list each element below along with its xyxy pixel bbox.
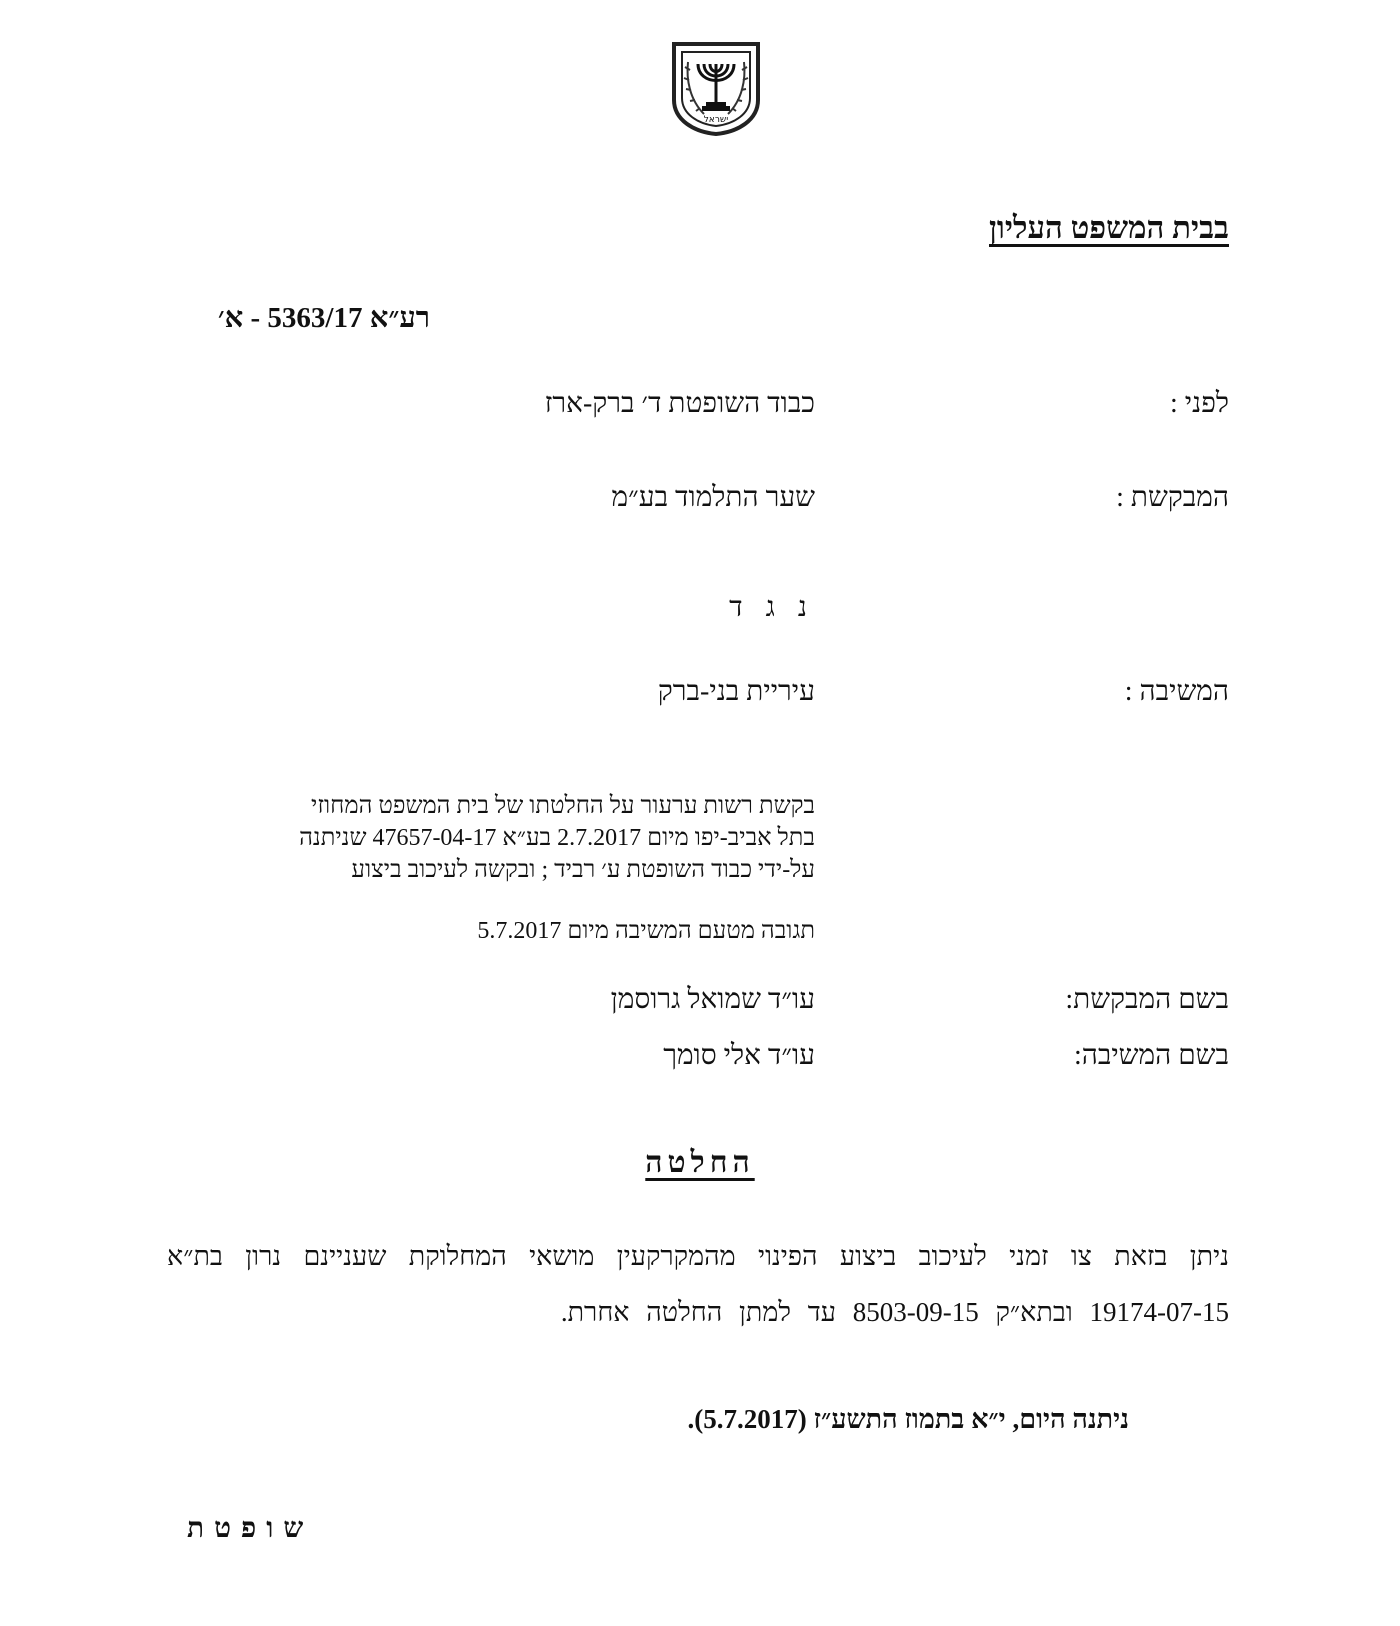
applicant-counsel-name: עו״ד שמואל גרוסמן	[610, 984, 815, 1015]
response-note: תגובה מטעם המשיבה מיום 5.7.2017	[477, 918, 815, 944]
state-of-israel-emblem-icon	[668, 40, 764, 136]
applicant-counsel-label: בשם המבקשת:	[1065, 984, 1229, 1015]
respondent-name: עיריית בני-ברק	[657, 676, 815, 707]
request-description	[165, 790, 815, 886]
case-number: רע״א 5363/17 - א׳	[217, 302, 430, 334]
state-emblem	[668, 40, 764, 136]
emblem-inscription: ישראל	[703, 115, 729, 125]
judge-signature-title: שופטת	[187, 1513, 314, 1544]
applicant-label: המבקשת :	[1116, 482, 1229, 513]
request-line: על-ידי כבוד השופטת ע׳ רביד ; ובקשה לעיכוב ביצוע	[351, 857, 815, 883]
decision-body: ניתן בזאת צו זמני לעיכוב ביצוע הפינוי מהמקרקעין מושאי המחלוקת שעניינם נרון בת״א 19174-07-15 ובתא״ק 8503-09-15 עד למתן החלטה אחרת.	[167, 1241, 1229, 1327]
applicant-name: שער התלמוד בע״מ	[611, 482, 815, 513]
court-name: בבית המשפט העליון	[989, 210, 1229, 245]
request-line: בתל אביב-יפו מיום 2.7.2017 בע״א 47657-04-17 שניתנה	[299, 825, 815, 851]
respondent-counsel-name: עו״ד אלי סומך	[663, 1040, 815, 1071]
before-label: לפני :	[1170, 388, 1229, 419]
respondent-counsel-label: בשם המשיבה:	[1073, 1040, 1229, 1071]
versus: נ ג ד	[729, 592, 815, 623]
decision-heading: החלטה	[645, 1146, 755, 1179]
judge-name: כבוד השופטת ד׳ ברק-ארז	[544, 388, 815, 419]
respondent-label: המשיבה :	[1124, 676, 1229, 707]
request-line: בקשת רשות ערעור על החלטתו של בית המשפט המחוזי	[311, 793, 815, 819]
given-date: ניתנה היום, י״א בתמוז התשע״ז (5.7.2017).	[687, 1404, 1129, 1434]
